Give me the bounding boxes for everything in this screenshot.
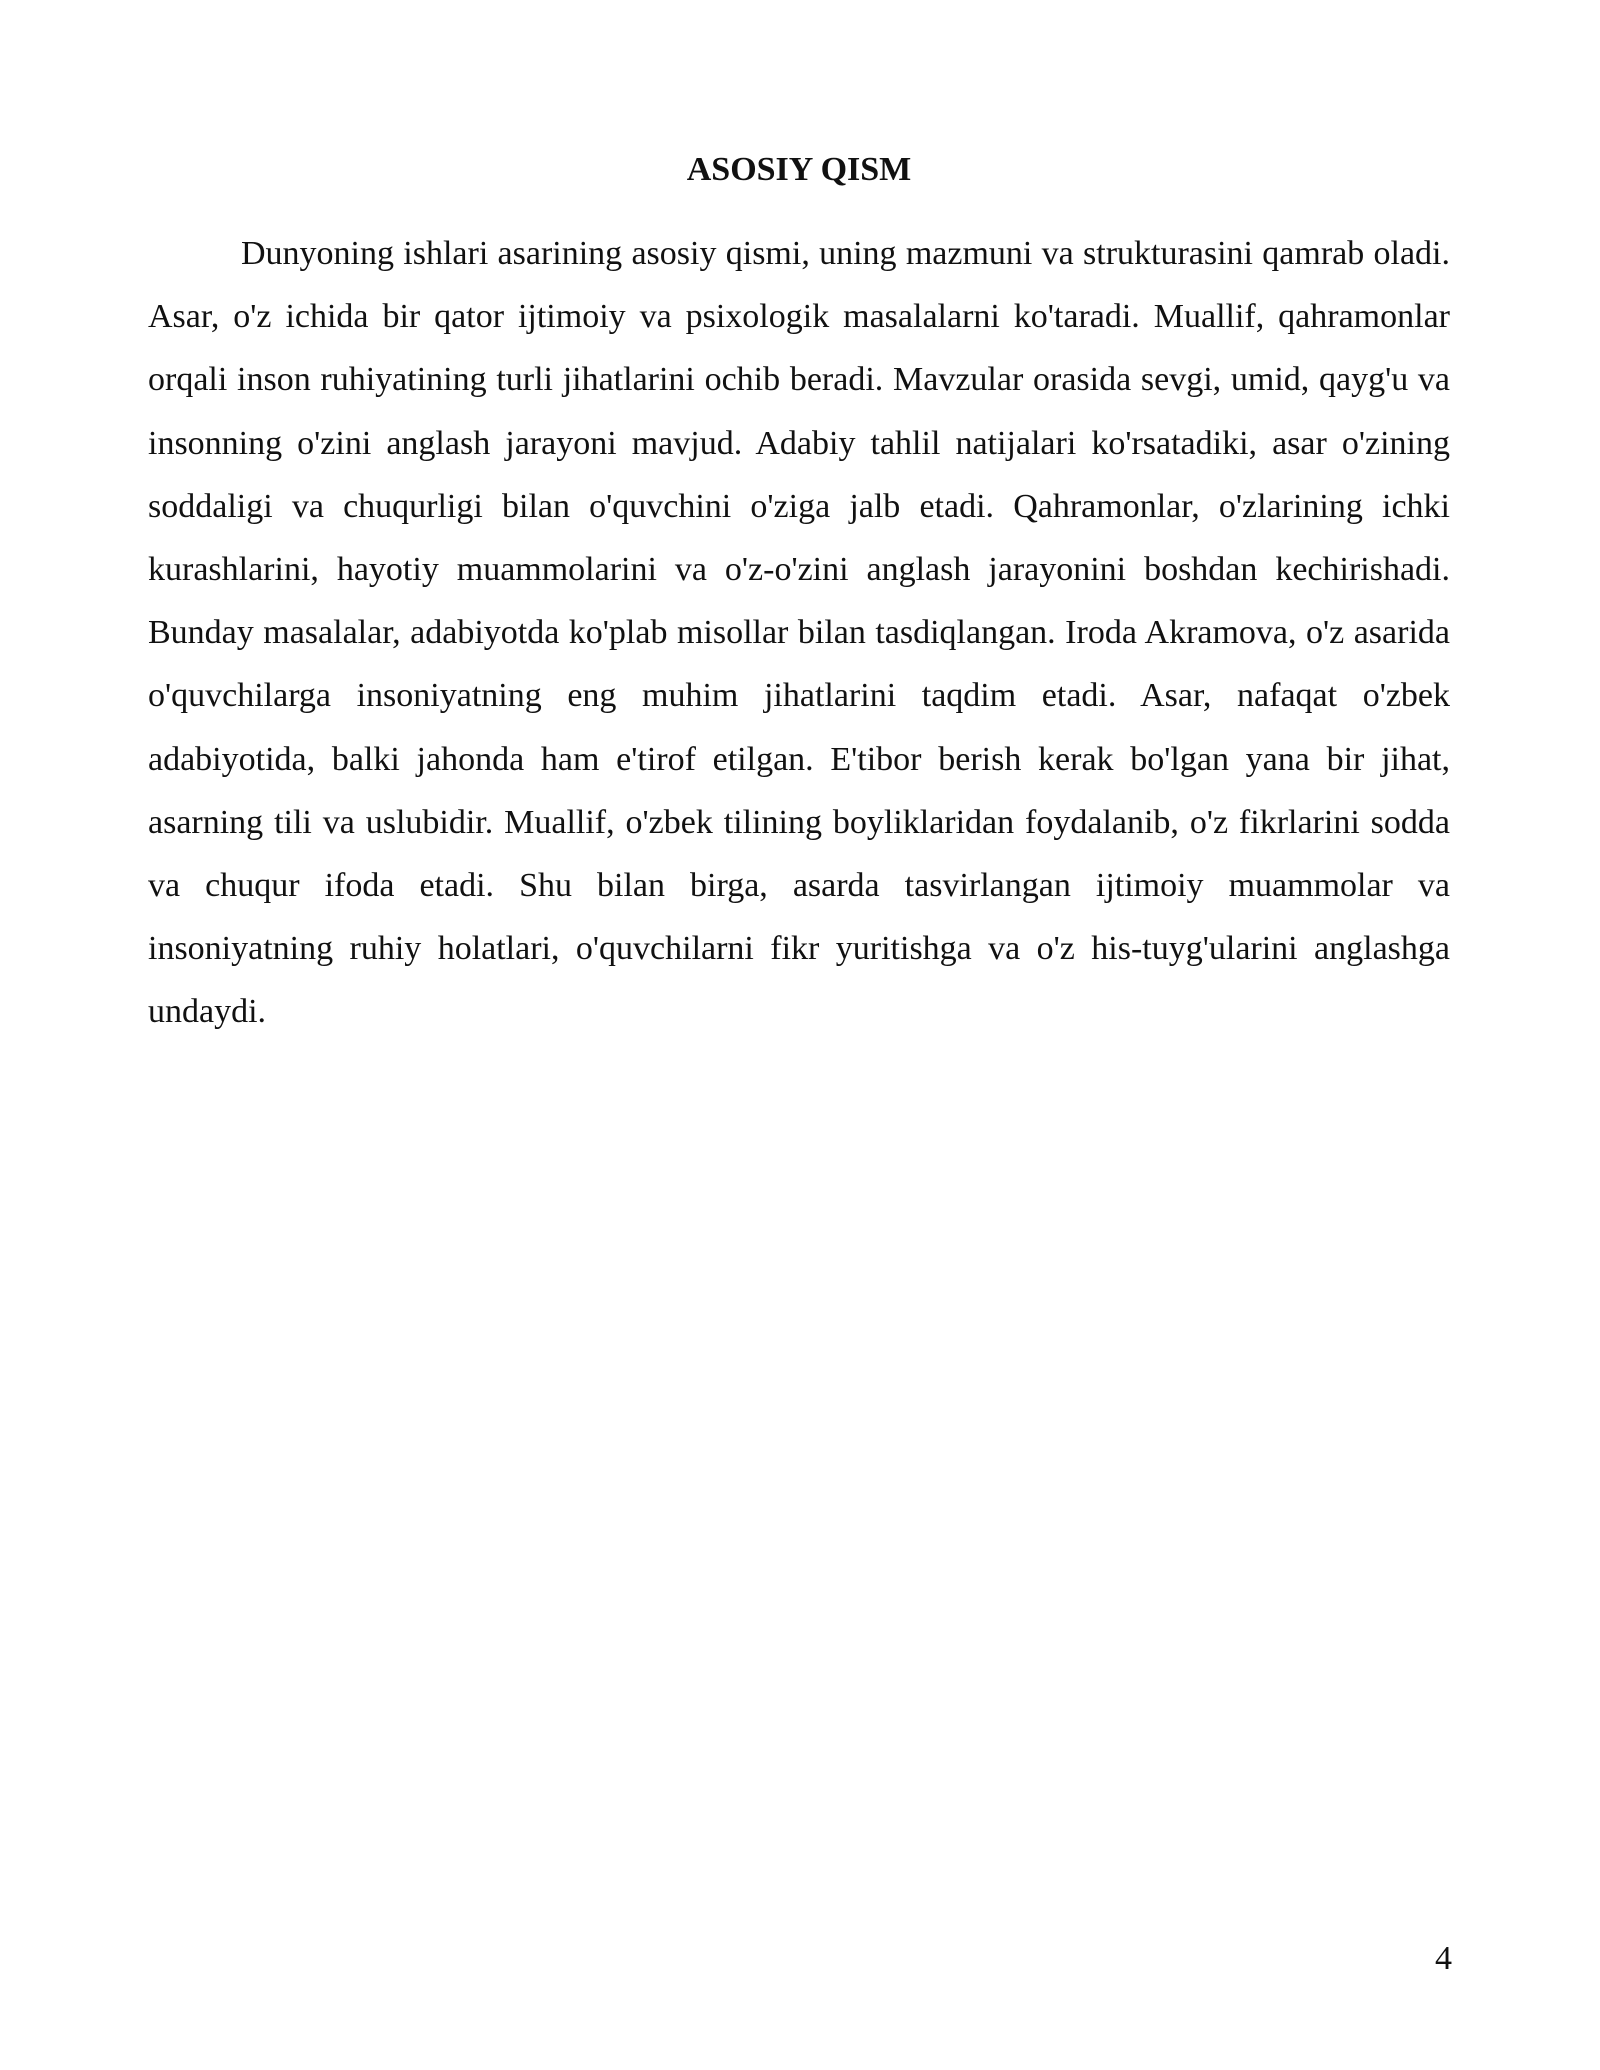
section-heading: ASOSIY QISM <box>686 151 912 188</box>
body-paragraph: Dunyoning ishlari asarining asosiy qismi, uning mazmuni va strukturasini qamrab oladi. Asar, o'z ichida bir qator ijtimoiy va psixologik masalalarni ko'taradi. Muallif, qahramonlar orqali inson ruhiyatining turli jihatlarini ochib beradi. Mavzular orasida sevgi, umid, qayg'u va insonning o'zini anglash jarayoni mavjud. Adabiy tahlil natijalari ko'rsatadiki, asar o'zining soddaligi va chuqurligi bilan o'quvchini o'ziga jalb etadi. Qahramonlar, o'zlarining ichki kurashlarini, hayotiy muammolarini va o'z-o'zini anglash jarayonini boshdan kechirishadi. Bunday masalalar, adabiyotda ko'plab misollar bilan tasdiqlangan. Iroda Akramova, o'z asarida o'quvchilarga insoniyatning eng muhim jihatlarini taqdim etadi. Asar, nafaqat o'zbek adabiyotida, balki jahonda ham e'tirof etilgan. E'tibor berish kerak bo'lgan yana bir jihat, asarning tili va uslubidir. Muallif, o'zbek tilining boyliklaridan foydalanib, o'z fikrlarini sodda va chuqur ifoda etadi. Shu bilan birga, asarda tasvirlangan ijtimoiy muammolar va insoniyatning ruhiy holatlari, o'quvchilarni fikr yuritishga va o'z his-tuyg'ularini anglashga undaydi. <box>148 235 1450 1031</box>
page-number: 4 <box>1435 1940 1452 1977</box>
